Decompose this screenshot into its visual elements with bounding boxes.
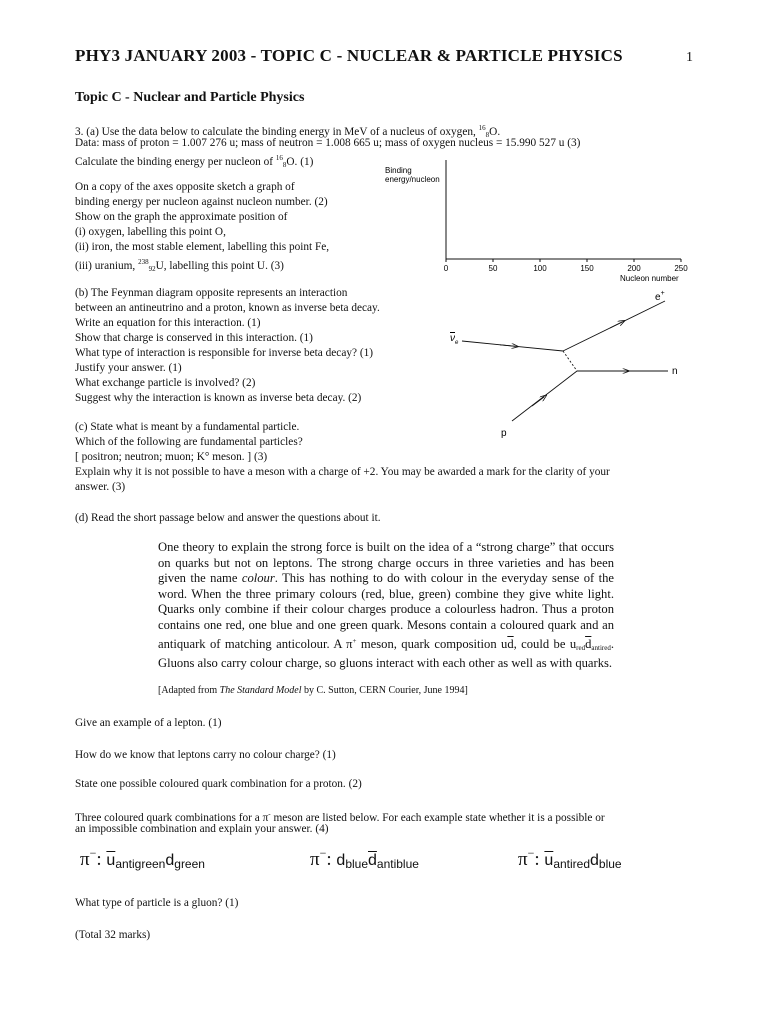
q3a-line3: Calculate the binding energy per nucleon of $^{16}$8O. (1) xyxy=(75,154,314,169)
q3c-line: [ positron; neutron; muon; K° meson. ] (3) xyxy=(75,451,268,463)
x-tick-label: 150 xyxy=(580,264,594,273)
q3b-line: between an antineutrino and a proton, known as inverse beta decay. xyxy=(75,302,380,314)
q3d-question: State one possible coloured quark combination for a proton. (2) xyxy=(75,778,362,790)
antineutrino-arrow-icon xyxy=(500,345,515,347)
q3b-line: Justify your answer. (1) xyxy=(75,362,182,374)
q3d-question: Give an example of a lepton. (1) xyxy=(75,717,222,729)
q3b-line: (b) The Feynman diagram opposite represents an interaction xyxy=(75,287,348,299)
q3d-question: How do we know that leptons carry no colour charge? (1) xyxy=(75,749,336,761)
q3a-sketch-line: (i) oxygen, labelling this point O, xyxy=(75,226,226,238)
reading-passage: One theory to explain the strong force is built on the idea of a “strong charge” that occurs on quarks but not on leptons. The strong charge occurs in three varieties and has been given the name colour. This has nothing to do with colour in the everyday sense of the word. When the three primary colours (red, blue, green) combine they give white light. Quarks only combine if their colour charges produce a colourless hadron. Thus a proton contains one red, one blue and one green quark. Mesons contain a coloured quark and an antiquark of matching anticolour. A π+ meson, quark composition $u\overline{d}$, could be $ured\overline{d}antired$. Gluons also carry colour charge, so gluons interact with each other as well as with quarks. xyxy=(158,540,614,671)
antineutrino-label: $\nu_e$ xyxy=(450,333,459,346)
q3a-sketch-line: (ii) iron, the most stable element, labelling this point Fe, xyxy=(75,241,330,253)
proton-line xyxy=(512,371,577,421)
q3b-line: What type of interaction is responsible for inverse beta decay? (1) xyxy=(75,347,373,359)
total-marks: (Total 32 marks) xyxy=(75,929,151,941)
neutron-label: n xyxy=(672,366,678,377)
q3c-line: (c) State what is meant by a fundamental particle. xyxy=(75,421,300,433)
binding-energy-axes xyxy=(380,160,700,285)
page-title: PHY3 JANUARY 2003 - TOPIC C - NUCLEAR & PARTICLE PHYSICS xyxy=(75,46,623,65)
passage-source: [Adapted from The Standard Model by C. Sutton, CERN Courier, June 1994] xyxy=(158,685,468,696)
q3c-line: Explain why it is not possible to have a meson with a charge of +2. You may be awarded a mark for the clarity of your xyxy=(75,466,610,478)
q3b-line: Show that charge is conserved in this interaction. (1) xyxy=(75,332,313,344)
x-tick-label: 250 xyxy=(674,264,688,273)
q3a-sketch-line: On a copy of the axes opposite sketch a graph of xyxy=(75,181,295,193)
q3b-line: What exchange particle is involved? (2) xyxy=(75,377,256,389)
proton-arrow-icon xyxy=(532,397,544,406)
q3d-pi-minus-line: an impossible combination and explain your answer. (4) xyxy=(75,823,329,835)
q3a-uranium-line: (iii) uranium, $^{238}$92U, labelling this point U. (3) xyxy=(75,258,284,273)
gluon-question: What type of particle is a gluon? (1) xyxy=(75,897,239,909)
exchange-boson-line xyxy=(563,351,577,371)
q3a-line1: 3. (a) Use the data below to calculate the binding energy in MeV of a nucleus of oxygen, $^{16}$8O. xyxy=(75,124,501,139)
q3a-data-line: Data: mass of proton = 1.007 276 u; mass of neutron = 1.008 665 u; mass of oxygen nucleus = 15.990 527 u (3) xyxy=(75,137,581,149)
q3d-intro: (d) Read the short passage below and answer the questions about it. xyxy=(75,512,381,524)
q3d-pi-minus-line: Three coloured quark combinations for a π- meson are listed below. For each example state whether it is a possible or xyxy=(75,810,605,824)
x-tick-label: 100 xyxy=(533,264,547,273)
page-number: 1 xyxy=(686,50,693,65)
proton-label: p xyxy=(501,428,507,439)
q3c-line: answer. (3) xyxy=(75,481,126,493)
q3c-line: Which of the following are fundamental particles? xyxy=(75,436,303,448)
graph-ylabel: Binding xyxy=(385,166,412,175)
positron-label: e+ xyxy=(655,290,665,303)
section-heading: Topic C - Nuclear and Particle Physics xyxy=(75,90,305,105)
x-ticks xyxy=(444,259,688,273)
quark-combo-3: π−: $\overline{u}antireddblue$ xyxy=(518,846,622,871)
q3b-line: Write an equation for this interaction. (1) xyxy=(75,317,261,329)
q3a-sketch-line: Show on the graph the approximate position of xyxy=(75,211,288,223)
x-tick-label: 200 xyxy=(627,264,641,273)
graph-xlabel: Nucleon number xyxy=(620,274,679,283)
feynman-diagram xyxy=(440,288,700,443)
q3b-line: Suggest why the interaction is known as inverse beta decay. (2) xyxy=(75,392,362,404)
positron-arrow-icon xyxy=(610,322,622,328)
x-tick-label: 50 xyxy=(488,264,498,273)
quark-combo-1: π−: $\overline{u}antigreendgreen$ xyxy=(80,846,205,871)
q3a-sketch-line: binding energy per nucleon against nucleon number. (2) xyxy=(75,196,328,208)
quark-combo-2: π−: $dblue\overline{d}antiblue$ xyxy=(310,846,419,871)
graph-ylabel: energy/nucleon xyxy=(385,175,440,184)
x-tick-label: 0 xyxy=(443,264,449,273)
